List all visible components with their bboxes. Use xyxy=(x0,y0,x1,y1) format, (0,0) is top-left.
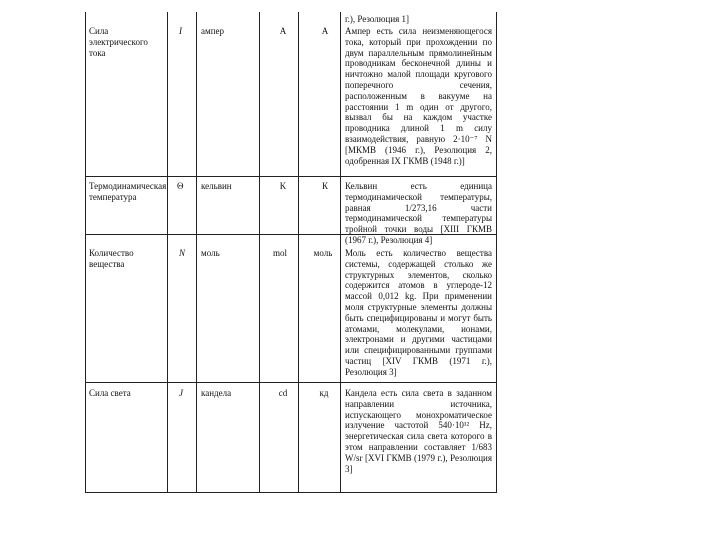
quantity-cell: Термодинамическая температура xyxy=(89,181,167,202)
unit-name-cell: ампер xyxy=(201,26,225,36)
symbol-cell: N xyxy=(179,248,186,258)
definition-cell: Кельвин есть единица термодинамической температуры, равная 1/273,16 части термодинамической температуры тройной точки воды [XIII ГКМВ (1967 г.), Резолюция 4] xyxy=(345,181,492,245)
unit-name-cell: кандела xyxy=(201,388,232,398)
column-divider xyxy=(340,12,341,493)
symbol-cell: J xyxy=(179,388,183,398)
column-divider xyxy=(298,12,299,493)
si-units-table xyxy=(85,12,497,493)
intl-symbol-cell: A xyxy=(279,26,287,36)
table-border-right xyxy=(496,12,497,493)
unit-name-cell: моль xyxy=(201,248,220,258)
ru-symbol-cell: А xyxy=(321,26,329,36)
continued-text-fragment: г.), Резолюция 1] xyxy=(345,14,410,24)
ru-symbol-cell: кд xyxy=(319,388,329,398)
quantity-cell: Количество вещества xyxy=(89,248,134,269)
column-divider xyxy=(167,12,168,493)
quantity-cell: Сила электрического тока xyxy=(89,26,148,58)
quantity-cell: Сила света xyxy=(89,388,131,398)
symbol-cell: Θ xyxy=(177,181,184,191)
unit-name-cell: кельвин xyxy=(201,181,232,191)
definition-cell: Ампер есть сила неизменяющегося тока, который при прохождении по двум параллельным прямолинейным проводникам бесконечной длины и ничтожно малой площади кругового поперечного сечения, расположенным в вакууме на расстоянии 1 m один от другого, вызвал бы на каждом участке проводника длиной 1 m силу взаимодействия, равную 2·10⁻⁷ N [МКМВ (1946 г.), Резолюция 2, одобренная IX ГКМВ (1948 г.)] xyxy=(345,26,492,166)
column-divider xyxy=(196,12,197,493)
column-divider xyxy=(259,12,260,493)
definition-cell: Моль есть количество вещества системы, содержащей столько же структурных элементов, сколько содержится атомов в углероде-12 массой 0,012 kg. При применении моля структурные элементы должны быть специфицированы и могут быть атомами, молекулами, ионами, электронами и другими частицами или специфицированными группами частиц [XIV ГКМВ (1971 г.), Резолюция 3] xyxy=(345,248,492,377)
table-border-bottom xyxy=(85,492,497,493)
row-divider xyxy=(85,382,497,383)
ru-symbol-cell: моль xyxy=(313,248,333,258)
symbol-cell: I xyxy=(179,26,182,36)
intl-symbol-cell: cd xyxy=(278,388,288,398)
table-border-left xyxy=(85,12,86,493)
intl-symbol-cell: mol xyxy=(272,248,287,258)
ru-symbol-cell: К xyxy=(321,181,328,191)
intl-symbol-cell: K xyxy=(279,181,287,191)
definition-cell: Кандела есть сила света в заданном направлении источника, испускающего монохроматическое излучение частотой 540·10¹² Hz, энергетическая сила света которого в этом направлении составляет 1/683 W/sr [XVI ГКМВ (1979 г.), Резолюция 3] xyxy=(345,388,492,474)
row-divider xyxy=(85,176,497,177)
